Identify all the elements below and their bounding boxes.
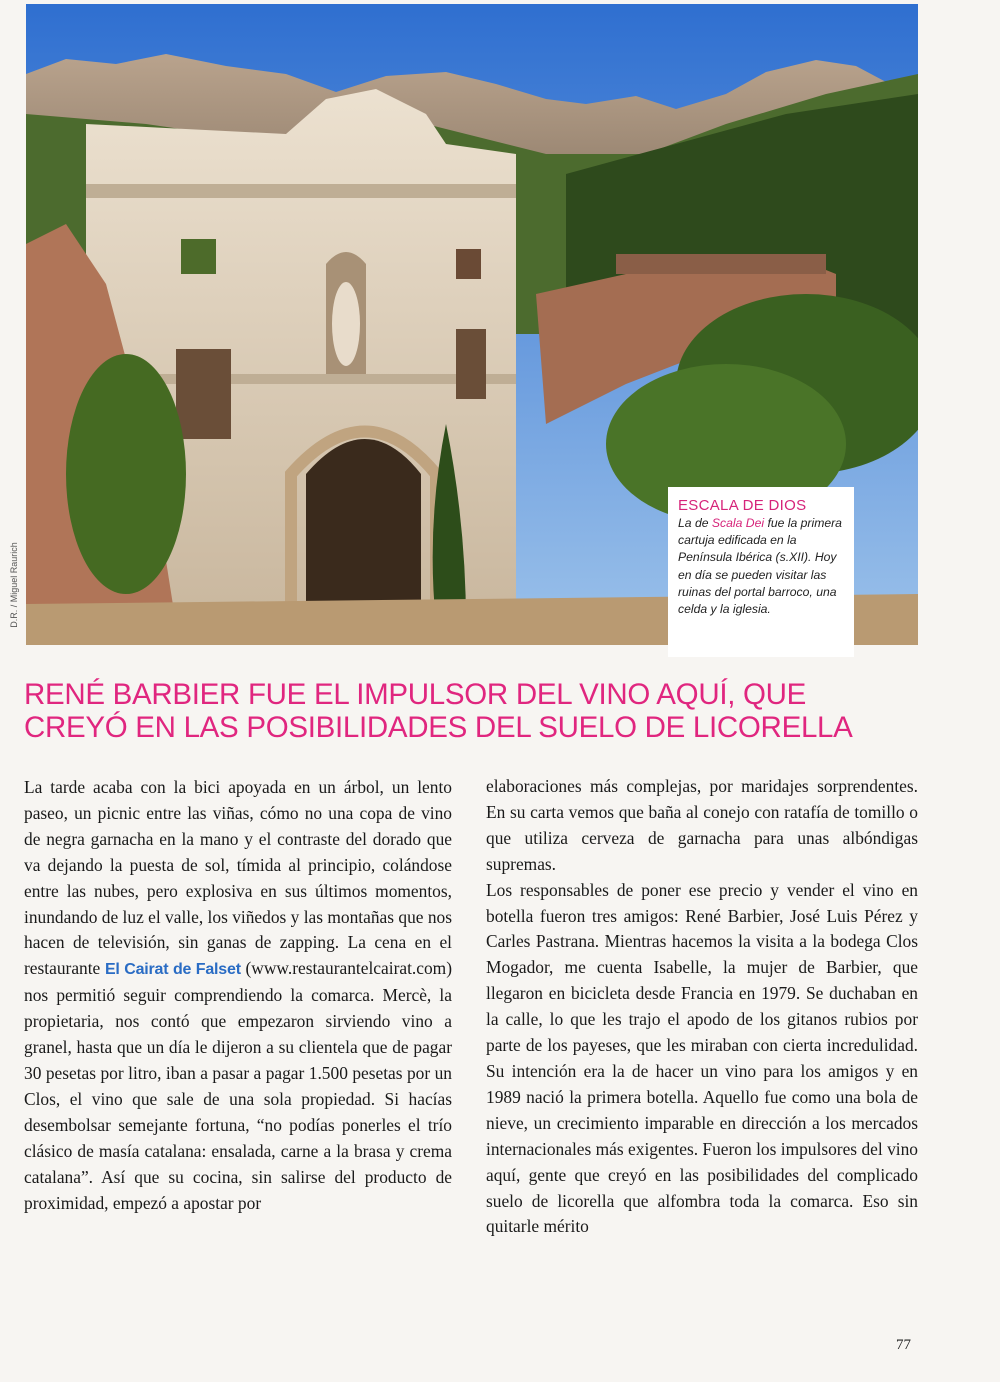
headline-line-2: CREYÓ EN LAS POSIBILIDADES DEL SUELO DE LICORELLA [24,711,853,744]
left-text-part-1: La tarde acaba con la bici apoyada en un árbol, un lento paseo, un picnic entre las viñas, cómo no una copa de vino de negra garnacha en la mano y el contraste del dorado que va dejando la puesta de sol, tímida al principio, colándose entre las nubes, pero explosiva en sus últimos momentos, inundando de luz el valle, los viñedos y las montañas que nos hacen de televisión, sin ganas de zapping. La cena en el restaurante [24,777,452,979]
restaurant-name: El Cairat de Falset [104,961,241,979]
caption-rest: fue la primera cartuja edificada en la Península Ibérica (s.XII). Hoy en día se pueden visitar las ruinas del portal barroco, una celda y la iglesia. [678,516,842,617]
body-column-right [486,774,918,1240]
photo-caption [668,487,854,657]
body-column-left [24,775,452,1216]
photo-credit-text: D.R. / Miguel Raurich [9,542,19,628]
photo-credit [4,520,24,650]
caption-highlight: Scala Dei [711,516,765,530]
left-text-part-2: (www.restaurantelcairat.com) nos permitió seguir comprendiendo la comarca. Mercè, la propietaria, nos contó que empezaron sirviendo vino a granel, hasta que un día le dijeron a su clientela que de pagar 30 pesetas por litro, iban a pasar a pagar 1.500 pesetas por un Clos, el vino que sale de una sola propiedad. Si hacías desembolsar semejante fortuna, “no podías ponerles el trío clásico de masía catalana: ensalada, carne a la brasa y crema catalana”. Así que su cocina, sin salirse del producto de proximidad, empezó a apostar por [24,958,452,1213]
pull-quote-headline [24,678,964,744]
left-paragraph [24,775,452,1216]
right-paragraph-1: elaboraciones más complejas, por maridajes sorprendentes. En su carta vemos que baña al conejo con ratafía de tomillo o que utiliza cerveza de garnacha para unas albóndigas supremas. [486,776,918,874]
headline-line-1: RENÉ BARBIER FUE EL IMPULSOR DEL VINO AQUÍ, QUE [24,678,807,711]
right-paragraph-2: Los responsables de poner ese precio y vender el vino en botella fueron tres amigos: René Barbier, José Luis Pérez y Carles Pastrana. Mientras hacemos la visita a la bodega Clos Mogador, me cuenta Isabelle, la mujer de Barbier, que llegaron en bicicleta desde Francia en 1979. Se duchaban en la calle, lo que les trajo el apodo de los gitanos rubios por parte de los payeses, que les miraban con cierta incredulidad. Su intención era la de hacer un vino para los amigos y en 1989 nació la primera botella. Aquello fue como una bola de nieve, un crecimiento imparable en dirección a los mercados internacionales más exigentes. Fueron los impulsores del vino aquí, gente que creyó en las posibilidades del complicado suelo de licorella que alfombra toda la comarca. Eso sin quitarle mérito [486,879,918,1237]
page-number: 77 [896,1337,911,1353]
caption-title: ESCALA DE DIOS [678,497,807,514]
caption-text [678,515,844,618]
caption-prefix: La de [678,516,712,530]
